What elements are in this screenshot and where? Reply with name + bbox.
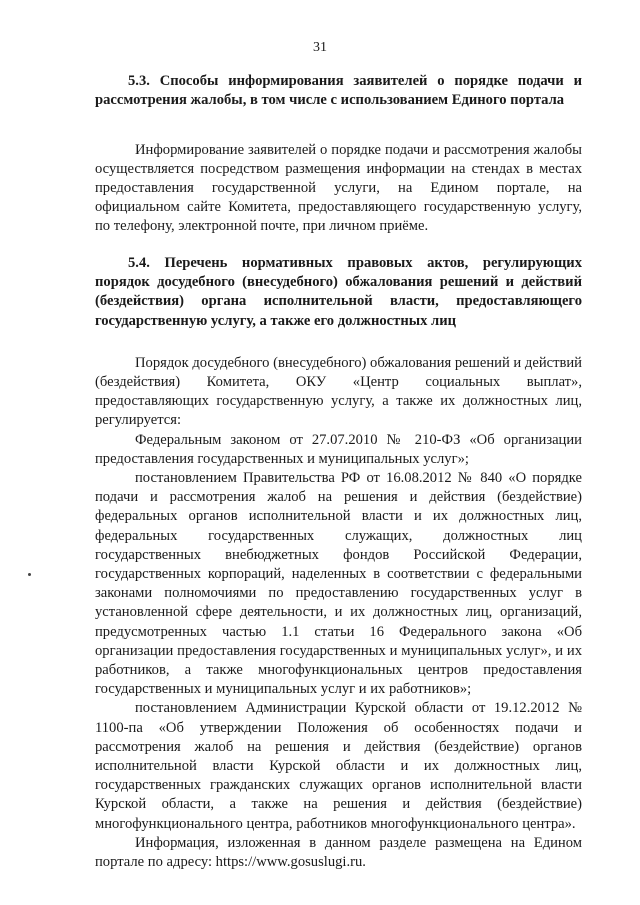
section-5-3-text: Информирование заявителей о порядке подачи и рассмотрения жалобы осуществляется посредством размещения информации на стендах в местах предоставления государственной услуги, на Едином портале, на официальном сайте Комитета, предоставляющего государственную услугу, по телефону, электронной почте, при личном приёме.: [95, 141, 582, 235]
page-content: [95, 72, 582, 872]
page-number: 31: [313, 40, 327, 55]
section-5-3-heading: 5.3. Способы информирования заявителей о порядке подачи и рассмотрения жалобы, в том числе с использованием Единого портала: [95, 73, 582, 109]
section-5-4-paragraph-federal-law: Федеральным законом от 27.07.2010 № 210-ФЗ «Об организации предоставления государственных и муниципальных услуг»;: [95, 431, 582, 467]
section-5-4-heading: 5.4. Перечень нормативных правовых актов, регулирующих порядок досудебного (внесудебного) обжалования решений и действий (бездействия) органа исполнительной власти, предоставляющего государственную услугу, а также его должностных лиц: [95, 254, 582, 329]
section-5-4-paragraph-regional-decree: постановлением Администрации Курской области от 19.12.2012 № 1100-па «Об утверждении Положения об особенностях подачи и рассмотрения жалоб на решения и действия (бездействие) органов исполнительной власти Курской области и их должностных лиц, государственных гражданских служащих органов исполнительной власти Курской области, а также на решения и действия (бездействие) многофункционального центра, работников многофункционального центра».: [95, 700, 582, 832]
section-5-4-paragraph-government-decree: постановлением Правительства РФ от 16.08.2012 № 840 «О порядке подачи и рассмотрения жалоб на решения и действия (бездействие) федеральных органов исполнительной власти и их должностных лиц, федеральных государственных служащих, должностных лиц государственных внебюджетных фондов Российской Федерации, государственных корпораций, наделенных в соответствии с федеральными законами полномочиями по предоставлению государственных услуг в установленной сфере деятельности, и их должностных лиц, организаций, предусмотренных частью 1.1 статьи 16 Федерального закона «Об организации предоставления государственных и муниципальных услуг», и их работников, а также многофункциональных центров предоставления государственных и муниципальных услуг и их работников»;: [95, 470, 582, 698]
scan-speck: [28, 573, 31, 576]
section-5-4-paragraph-intro: Порядок досудебного (внесудебного) обжалования решений и действий (бездействия) Комитета, ОКУ «Центр социальных выплат», предоставляющих государственную услугу, а также их должностных лиц, регулируется:: [95, 354, 582, 429]
section-5-4-paragraph-portal-info: Информация, изложенная в данном разделе размещена на Едином портале по адресу: https://www.gosuslugi.ru.: [95, 834, 582, 871]
